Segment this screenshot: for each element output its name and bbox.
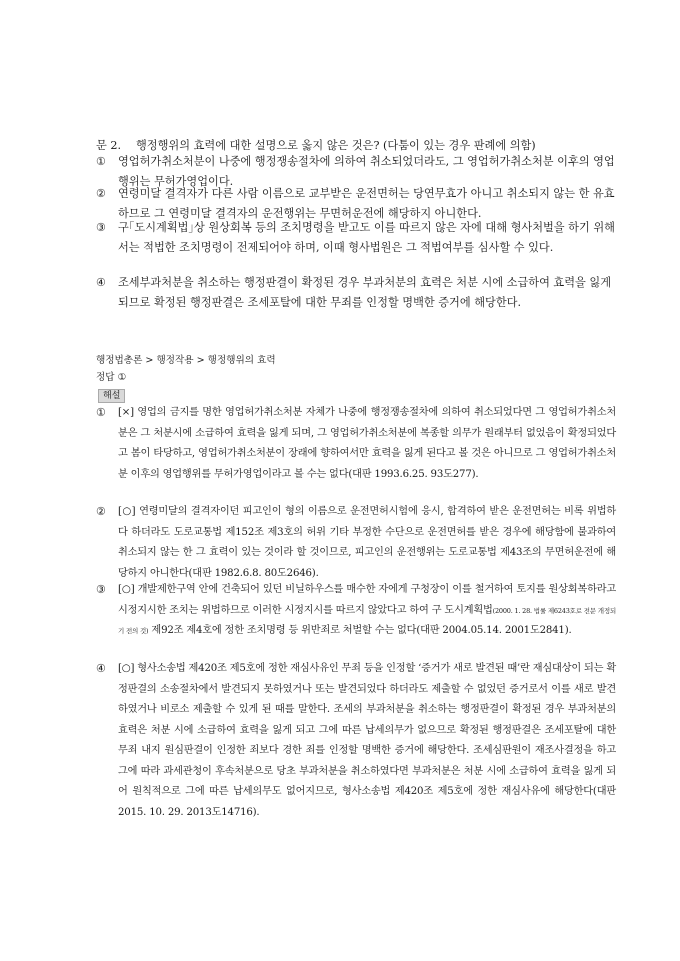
- explanation-text: [×] 영업의 금지를 명한 영업허가취소처분 자체가 나중에 행정쟁송절차에 의하여 취소되었다면 그 영업허가취소처분은 그 처분시에 소급하여 효력을 잃게 되며, 그 영업허가취소처분에 복종할 의무가 원래부터 없었음이 확정되었다고 봄이 타당하고, 영업허가취소처분이 장래에 향하여서만 효력을 잃게 된다고 볼 것은 아니므로 그 영업허가취소처분 이후의 영업행위를 무허가영업이라고 볼 수는 없다(대판 1993.6.25. 93도277).: [118, 407, 616, 480]
- answer-label: 정답 ①: [96, 372, 127, 383]
- option-text: 영업허가취소처분이 나중에 행정쟁송절차에 의하여 취소되었더라도, 그 영업허가취소처분 이후의 영업행위는 무허가영업이다.: [118, 155, 615, 188]
- question-number: 문 2.: [96, 139, 122, 152]
- option-4: [96, 273, 616, 313]
- explanation-text: [○] 연령미달의 결격자이던 피고인이 형의 이름으로 운전면허시험에 응시, 합격하여 받은 운전면허는 비록 위법하다 하더라도 도로교통법 제152조 제3호의 허위 기타 부정한 수단으로 운전면허를 받은 경우에 해당함에 불과하여 취소되지 않는 한 그 효력이 있는 것이라 할 것이므로, 피고인의 운전행위는 도로교통법 제43조의 무면허운전에 해당하지 아니한다(대판 1982.6.8. 80도2646).: [118, 506, 616, 579]
- explanation-1: [96, 403, 616, 485]
- option-text: 연령미달 결격자가 다른 사람 이름으로 교부받은 운전면허는 당연무효가 아니고 취소되지 않는 한 유효하므로 그 연령미달 결격자의 운전행위는 무면허운전에 해당하지 아니한다.: [118, 187, 615, 220]
- option-marker: ①: [96, 155, 107, 168]
- explanation-marker: ①: [96, 406, 106, 419]
- option-marker: ②: [96, 187, 107, 200]
- explanation-badge: 해설: [98, 389, 125, 403]
- explanation-marker: ④: [96, 662, 106, 675]
- option-3: [96, 218, 616, 258]
- explanation-text: [118, 580, 616, 642]
- option-marker: ③: [96, 221, 107, 234]
- explanation-2: [96, 502, 616, 584]
- explanation-4: [96, 659, 616, 823]
- explanation-text-part: 제92조 제4호에 정한 조치명령 등 위반죄로 처벌할 수는 없다(대판 2004.05.14. 2001도2841).: [148, 625, 572, 636]
- explanation-3: [96, 580, 616, 642]
- question-stem: 행정행위의 효력에 대한 설명으로 옳지 않은 것은? (다툼이 있는 경우 판례에 의함): [136, 139, 536, 152]
- option-text: 구｢도시계획법｣상 원상회복 등의 조치명령을 받고도 이를 따르지 않은 자에 대해 형사처벌을 하기 위해서는 적법한 조치명령이 전제되어야 하며, 이때 형사법원은 그 적법여부를 심사할 수 있다.: [118, 221, 615, 254]
- explanation-text: [○] 형사소송법 제420조 제5호에 정한 재심사유인 무죄 등을 인정할 ‘증거가 새로 발견된 때’란 재심대상이 되는 확정판결의 소송절차에서 발견되지 못하였거나 또는 발견되었다 하더라도 제출할 수 없었던 증거로서 이를 새로 발견하였거나 비로소 제출할 수 있게 된 때를 말한다. 조세의 부과처분을 취소하는 행정판결이 확정된 경우 부과처분의 효력은 처분 시에 소급하여 효력을 잃게 되고 그에 따른 납세의무가 없으므로 확정된 행정판결은 조세포탈에 대한 무죄 내지 원심판결이 인정한 죄보다 경한 죄를 인정할 명백한 증거에 해당한다. 조세심판원이 재조사결정을 하고 그에 따라 과세관청이 후속처분으로 당초 부과처분을 취소하였다면 부과처분은 처분 시에 소급하여 효력을 잃게 되어 원칙적으로 그에 따른 납세의무도 없어지므로, 형사소송법 제420조 제5호에 정한 재심사유에 해당한다(대판 2015. 10. 29. 2013도14716).: [118, 663, 616, 818]
- option-marker: ④: [96, 276, 107, 289]
- breadcrumb: 행정법총론 > 행정작용 > 행정행위의 효력: [96, 355, 276, 366]
- law-revision-note: (2000. 1. 28. 법률 제6243호로 전문 개정되기 전의 것): [118, 606, 616, 635]
- option-text: 조세부과처분을 취소하는 행정판결이 확정된 경우 부과처분의 효력은 처분 시에 소급하여 효력을 잃게 되므로 확정된 행정판결은 조세포탈에 대한 무죄를 인정할 명백한 증거에 해당한다.: [118, 276, 612, 309]
- explanation-text-part: [○] 개발제한구역 안에 건축되어 있던 비닐하우스를 매수한 자에게 구청장이 이를 철거하여 토지를 원상회복하라고 시정지시한 조치는 위법하므로 이러한 시정지시를 따르지 않았다고 하여 구 도시계획법: [118, 584, 616, 616]
- explanation-marker: ②: [96, 505, 106, 518]
- explanation-marker: ③: [96, 583, 106, 596]
